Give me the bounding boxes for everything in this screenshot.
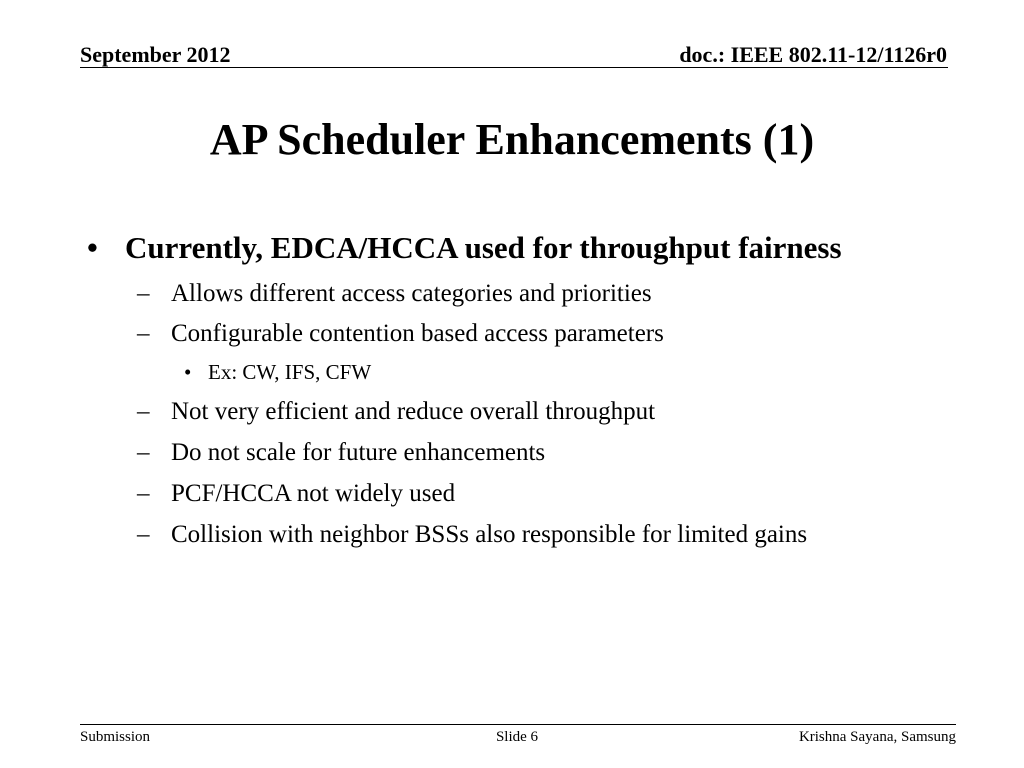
footer-author: Krishna Sayana, Samsung bbox=[798, 729, 956, 745]
bullet-marker: – bbox=[137, 320, 150, 347]
bullet-marker: – bbox=[137, 480, 150, 507]
bullet-marker: – bbox=[137, 439, 150, 466]
bullet-marker: – bbox=[137, 398, 150, 425]
bullet-marker: – bbox=[137, 280, 150, 307]
footer-submission: Submission bbox=[80, 729, 151, 745]
bullet-item bbox=[87, 229, 842, 267]
bullet-item bbox=[137, 437, 546, 469]
bullet-text: Do not scale for future enhancements bbox=[171, 439, 546, 466]
slide-title: AP Scheduler Enhancements (1) bbox=[209, 115, 815, 164]
bullet-item bbox=[137, 318, 664, 350]
bullet-text: Allows different access categories and priorities bbox=[171, 280, 652, 307]
bullet-item bbox=[184, 358, 372, 386]
header-date: September 2012 bbox=[80, 42, 231, 67]
bullet-marker: – bbox=[137, 521, 150, 548]
bullet-marker: • bbox=[87, 230, 98, 265]
header-doc-id: doc.: IEEE 802.11-12/1126r0 bbox=[679, 42, 947, 67]
footer-slide-number: Slide 6 bbox=[495, 729, 539, 745]
footer-divider bbox=[80, 724, 956, 725]
bullet-text: Configurable contention based access parameters bbox=[171, 320, 664, 347]
bullet-marker: • bbox=[184, 360, 192, 384]
bullet-text: PCF/HCCA not widely used bbox=[171, 480, 456, 507]
bullet-item bbox=[137, 519, 808, 551]
bullet-item bbox=[137, 278, 652, 310]
bullet-item bbox=[137, 396, 656, 428]
bullet-text: Collision with neighbor BSSs also responsible for limited gains bbox=[171, 521, 808, 548]
bullet-item bbox=[137, 478, 456, 510]
bullet-text: Currently, EDCA/HCCA used for throughput fairness bbox=[125, 230, 842, 265]
bullet-text: Ex: CW, IFS, CFW bbox=[208, 360, 372, 384]
bullet-text: Not very efficient and reduce overall throughput bbox=[171, 398, 656, 425]
